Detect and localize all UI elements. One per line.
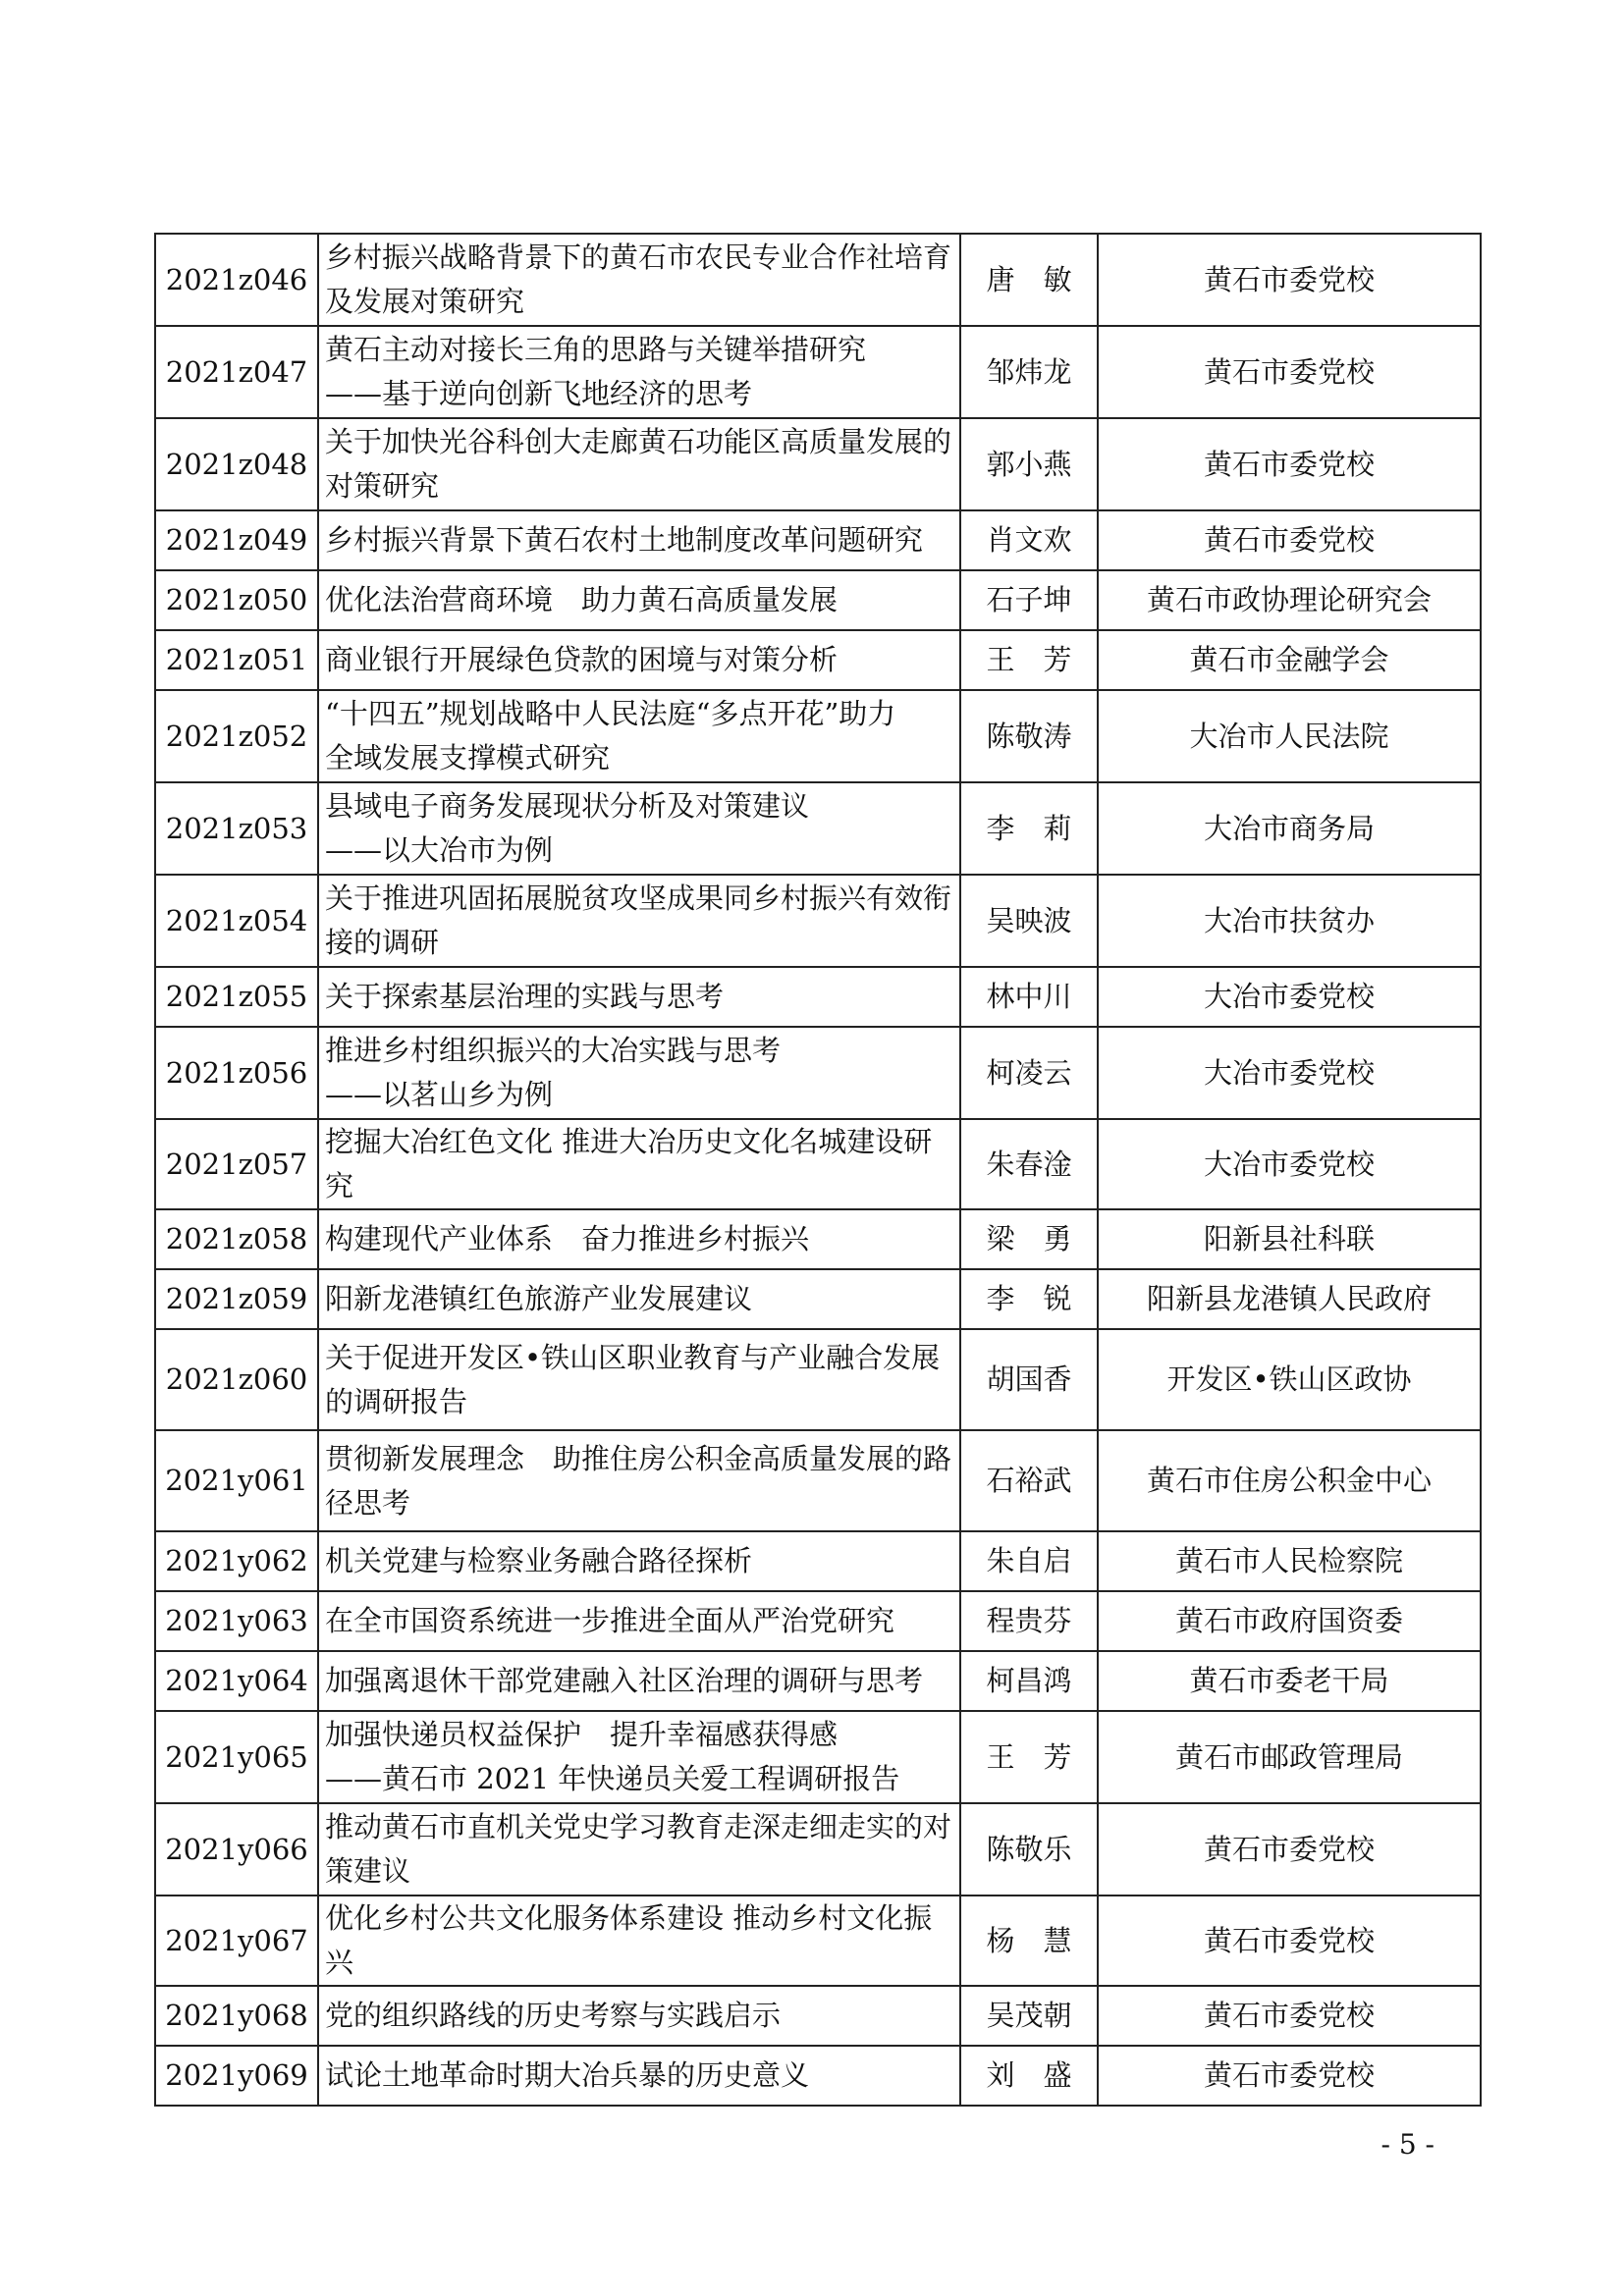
- project-id-cell: 2021z050: [155, 570, 318, 630]
- project-title-line: 在全市国资系统进一步推进全面从严治党研究: [325, 1604, 895, 1637]
- author-cell: 朱春淦: [960, 1119, 1098, 1209]
- organization-cell: 黄石市邮政管理局: [1098, 1711, 1481, 1803]
- project-title-cell: [318, 1430, 960, 1531]
- project-title-line: 乡村振兴背景下黄石农村土地制度改革问题研究: [325, 523, 924, 557]
- author-cell: 邹炜龙: [960, 326, 1098, 418]
- author-cell: 柯凌云: [960, 1027, 1098, 1119]
- table-row: [155, 1430, 1481, 1531]
- project-id-cell: 2021y063: [155, 1591, 318, 1651]
- project-title-line: 关于推进巩固拓展脱贫攻坚成果同乡村振兴有效衔: [325, 881, 952, 915]
- project-id-cell: 2021y065: [155, 1711, 318, 1803]
- project-title-line: 推动黄石市直机关党史学习教育走深走细走实的对: [325, 1810, 952, 1843]
- project-title-line: 及发展对策研究: [325, 285, 525, 318]
- author-cell: 唐 敏: [960, 234, 1098, 326]
- author-cell: 刘 盛: [960, 2046, 1098, 2106]
- organization-cell: 黄石市委老干局: [1098, 1651, 1481, 1711]
- author-cell: 李 锐: [960, 1269, 1098, 1329]
- project-title-cell: [318, 234, 960, 326]
- project-id-cell: 2021z059: [155, 1269, 318, 1329]
- project-title-line: 挖掘大冶红色文化 推进大冶历史文化名城建设研究: [325, 1125, 933, 1202]
- author-cell: 王 芳: [960, 1711, 1098, 1803]
- organization-cell: 黄石市委党校: [1098, 510, 1481, 570]
- project-title-cell: [318, 1591, 960, 1651]
- author-cell: 梁 勇: [960, 1209, 1098, 1269]
- table-row: [155, 1209, 1481, 1269]
- author-cell: 柯昌鸿: [960, 1651, 1098, 1711]
- author-cell: 胡国香: [960, 1329, 1098, 1430]
- project-title-line: 加强离退休干部党建融入社区治理的调研与思考: [325, 1664, 924, 1697]
- organization-cell: 阳新县龙港镇人民政府: [1098, 1269, 1481, 1329]
- project-id-cell: 2021z053: [155, 782, 318, 875]
- organization-cell: 开发区•铁山区政协: [1098, 1329, 1481, 1430]
- project-id-cell: 2021y061: [155, 1430, 318, 1531]
- project-title-line: 加强快递员权益保护 提升幸福感获得感: [325, 1718, 839, 1751]
- table-row: [155, 1531, 1481, 1591]
- project-title-line: ——黄石市 2021 年快递员关爱工程调研报告: [325, 1762, 900, 1795]
- project-list-table: [154, 233, 1482, 2107]
- table-row: [155, 1651, 1481, 1711]
- project-title-line: 推进乡村组织振兴的大冶实践与思考: [325, 1034, 782, 1067]
- page-number: - 5 -: [1380, 2128, 1435, 2161]
- organization-cell: 阳新县社科联: [1098, 1209, 1481, 1269]
- project-title-cell: [318, 1269, 960, 1329]
- table-row: [155, 1986, 1481, 2046]
- project-title-line: 贯彻新发展理念 助推住房公积金高质量发展的路: [325, 1441, 952, 1475]
- table-row: [155, 1896, 1481, 1986]
- author-cell: 郭小燕: [960, 418, 1098, 510]
- author-cell: 陈敬乐: [960, 1803, 1098, 1896]
- project-title-line: 全域发展支撑模式研究: [325, 741, 611, 774]
- table-row: [155, 1269, 1481, 1329]
- project-title-line: 商业银行开展绿色贷款的困境与对策分析: [325, 643, 839, 676]
- project-title-line: 优化法治营商环境 助力黄石高质量发展: [325, 583, 839, 616]
- project-title-cell: [318, 630, 960, 690]
- author-cell: 石子坤: [960, 570, 1098, 630]
- project-title-line: 县域电子商务发展现状分析及对策建议: [325, 789, 810, 823]
- project-title-line: 关于促进开发区•铁山区职业教育与产业融合发展: [325, 1340, 941, 1374]
- project-title-cell: [318, 1896, 960, 1986]
- project-id-cell: 2021z057: [155, 1119, 318, 1209]
- project-id-cell: 2021y066: [155, 1803, 318, 1896]
- project-title-line: ——以茗山乡为例: [325, 1078, 554, 1111]
- project-title-cell: [318, 690, 960, 782]
- table-row: [155, 967, 1481, 1027]
- author-cell: 王 芳: [960, 630, 1098, 690]
- project-title-line: 乡村振兴战略背景下的黄石市农民专业合作社培育: [325, 240, 952, 274]
- organization-cell: 黄石市人民检察院: [1098, 1531, 1481, 1591]
- project-title-cell: [318, 510, 960, 570]
- project-title-line: 黄石主动对接长三角的思路与关键举措研究: [325, 333, 867, 366]
- project-title-cell: [318, 2046, 960, 2106]
- project-title-cell: [318, 1711, 960, 1803]
- organization-cell: 黄石市住房公积金中心: [1098, 1430, 1481, 1531]
- project-title-cell: [318, 782, 960, 875]
- author-cell: 朱自启: [960, 1531, 1098, 1591]
- project-title-line: 关于加快光谷科创大走廊黄石功能区高质量发展的: [325, 425, 952, 458]
- project-title-line: ——以大冶市为例: [325, 833, 554, 867]
- table-row: [155, 690, 1481, 782]
- table-row: [155, 510, 1481, 570]
- project-title-cell: [318, 1651, 960, 1711]
- author-cell: 杨 慧: [960, 1896, 1098, 1986]
- project-title-cell: [318, 1531, 960, 1591]
- table-row: [155, 570, 1481, 630]
- table-row: [155, 1329, 1481, 1430]
- project-id-cell: 2021z048: [155, 418, 318, 510]
- table-row: [155, 1119, 1481, 1209]
- organization-cell: 黄石市委党校: [1098, 1803, 1481, 1896]
- project-id-cell: 2021y067: [155, 1896, 318, 1986]
- author-cell: 林中川: [960, 967, 1098, 1027]
- table-row: [155, 875, 1481, 967]
- organization-cell: 大冶市委党校: [1098, 967, 1481, 1027]
- project-id-cell: 2021z052: [155, 690, 318, 782]
- author-cell: 李 莉: [960, 782, 1098, 875]
- organization-cell: 大冶市委党校: [1098, 1119, 1481, 1209]
- organization-cell: 黄石市委党校: [1098, 326, 1481, 418]
- project-title-line: 接的调研: [325, 926, 440, 959]
- organization-cell: 黄石市委党校: [1098, 418, 1481, 510]
- table-row: [155, 418, 1481, 510]
- project-title-line: 的调研报告: [325, 1384, 468, 1418]
- project-id-cell: 2021z054: [155, 875, 318, 967]
- table-body: [155, 234, 1481, 2106]
- organization-cell: 大冶市商务局: [1098, 782, 1481, 875]
- organization-cell: 大冶市委党校: [1098, 1027, 1481, 1119]
- project-id-cell: 2021z058: [155, 1209, 318, 1269]
- project-title-line: 对策研究: [325, 469, 440, 503]
- project-title-cell: [318, 1986, 960, 2046]
- project-id-cell: 2021z060: [155, 1329, 318, 1430]
- table-row: [155, 1711, 1481, 1803]
- project-title-line: 优化乡村公共文化服务体系建设 推动乡村文化振兴: [325, 1901, 933, 1979]
- project-title-line: 关于探索基层治理的实践与思考: [325, 980, 725, 1013]
- table-row: [155, 630, 1481, 690]
- project-title-cell: [318, 326, 960, 418]
- table-row: [155, 1803, 1481, 1896]
- project-title-cell: [318, 418, 960, 510]
- project-id-cell: 2021z046: [155, 234, 318, 326]
- project-title-cell: [318, 875, 960, 967]
- project-title-line: “十四五”规划战略中人民法庭“多点开花”助力: [325, 697, 896, 730]
- organization-cell: 大冶市扶贫办: [1098, 875, 1481, 967]
- table-row: [155, 2046, 1481, 2106]
- author-cell: 程贵芬: [960, 1591, 1098, 1651]
- project-title-cell: [318, 570, 960, 630]
- project-id-cell: 2021z051: [155, 630, 318, 690]
- author-cell: 陈敬涛: [960, 690, 1098, 782]
- project-title-cell: [318, 1803, 960, 1896]
- author-cell: 吴映波: [960, 875, 1098, 967]
- project-id-cell: 2021y062: [155, 1531, 318, 1591]
- project-id-cell: 2021z047: [155, 326, 318, 418]
- table-row: [155, 782, 1481, 875]
- project-title-cell: [318, 1209, 960, 1269]
- project-title-cell: [318, 1119, 960, 1209]
- author-cell: 石裕武: [960, 1430, 1098, 1531]
- organization-cell: 黄石市委党校: [1098, 1896, 1481, 1986]
- project-title-cell: [318, 1027, 960, 1119]
- project-title-line: 径思考: [325, 1485, 411, 1520]
- project-id-cell: 2021y068: [155, 1986, 318, 2046]
- organization-cell: 黄石市委党校: [1098, 2046, 1481, 2106]
- project-id-cell: 2021z055: [155, 967, 318, 1027]
- project-title-cell: [318, 967, 960, 1027]
- table-row: [155, 1027, 1481, 1119]
- organization-cell: 黄石市委党校: [1098, 1986, 1481, 2046]
- project-title-line: 策建议: [325, 1854, 411, 1888]
- project-id-cell: 2021z056: [155, 1027, 318, 1119]
- organization-cell: 黄石市金融学会: [1098, 630, 1481, 690]
- table-row: [155, 234, 1481, 326]
- author-cell: 肖文欢: [960, 510, 1098, 570]
- project-title-line: ——基于逆向创新飞地经济的思考: [325, 377, 753, 410]
- table-row: [155, 326, 1481, 418]
- project-title-line: 党的组织路线的历史考察与实践启示: [325, 1999, 782, 2032]
- project-title-line: 机关党建与检察业务融合路径探析: [325, 1544, 753, 1577]
- project-title-line: 构建现代产业体系 奋力推进乡村振兴: [325, 1222, 810, 1255]
- organization-cell: 黄石市委党校: [1098, 234, 1481, 326]
- project-title-line: 阳新龙港镇红色旅游产业发展建议: [325, 1282, 753, 1315]
- organization-cell: 黄石市政府国资委: [1098, 1591, 1481, 1651]
- organization-cell: 大冶市人民法院: [1098, 690, 1481, 782]
- author-cell: 吴茂朝: [960, 1986, 1098, 2046]
- table-row: [155, 1591, 1481, 1651]
- project-id-cell: 2021y069: [155, 2046, 318, 2106]
- organization-cell: 黄石市政协理论研究会: [1098, 570, 1481, 630]
- project-id-cell: 2021z049: [155, 510, 318, 570]
- project-title-cell: [318, 1329, 960, 1430]
- project-id-cell: 2021y064: [155, 1651, 318, 1711]
- project-title-line: 试论土地革命时期大冶兵暴的历史意义: [325, 2058, 810, 2092]
